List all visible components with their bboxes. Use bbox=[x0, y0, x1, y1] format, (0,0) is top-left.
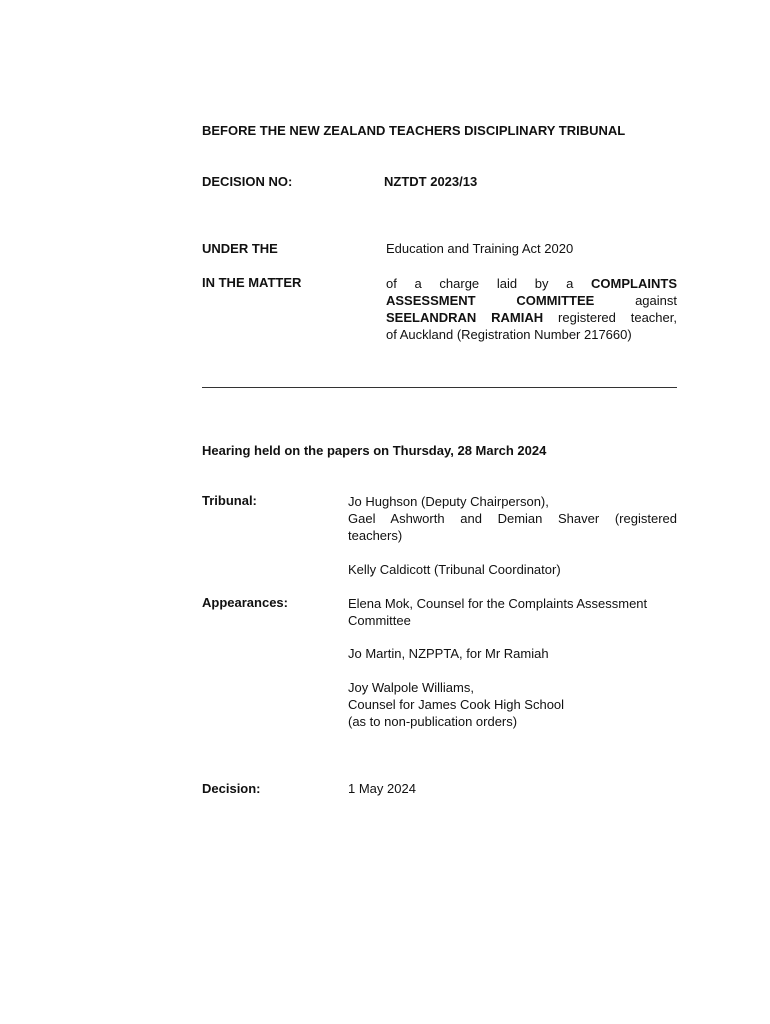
matter-line-1 bbox=[386, 275, 677, 292]
appearance-entry-3-line-3: (as to non-publication orders) bbox=[348, 714, 518, 729]
tribunal-members bbox=[348, 493, 677, 544]
tribunal-title: BEFORE THE NEW ZEALAND TEACHERS DISCIPLINARY TRIBUNAL bbox=[202, 123, 626, 138]
matter-line1-bold: COMPLAINTS bbox=[591, 276, 677, 291]
appearance-entry-1-line-2: Committee bbox=[348, 613, 411, 628]
matter-line-2 bbox=[386, 292, 677, 309]
tribunal-label: Tribunal: bbox=[202, 493, 257, 508]
decision-label: Decision: bbox=[202, 781, 261, 796]
respondent-name: SEELANDRAN RAMIAH bbox=[386, 310, 544, 325]
matter-line1-prefix: of a charge laid by a bbox=[386, 276, 574, 291]
matter-line2-bold-b: COMMITTEE bbox=[516, 293, 595, 308]
under-label: UNDER THE bbox=[202, 241, 278, 256]
appearance-entry-2: Jo Martin, NZPPTA, for Mr Ramiah bbox=[348, 646, 549, 661]
matter-line3-suffix: registered teacher, bbox=[558, 310, 677, 325]
appearance-entry-1 bbox=[348, 595, 677, 629]
appearance-entry-3 bbox=[348, 679, 564, 730]
tribunal-member-line-1: Jo Hughson (Deputy Chairperson), bbox=[348, 494, 549, 509]
appearance-entry-3-line-1: Joy Walpole Williams, bbox=[348, 680, 474, 695]
matter-description bbox=[386, 275, 677, 343]
hearing-heading: Hearing held on the papers on Thursday, 28 March 2024 bbox=[202, 443, 547, 458]
tribunal-coordinator: Kelly Caldicott (Tribunal Coordinator) bbox=[348, 562, 561, 577]
matter-line-4: of Auckland (Registration Number 217660) bbox=[386, 327, 632, 342]
matter-line2-suffix: against bbox=[635, 293, 677, 308]
tribunal-member-line-3: teachers) bbox=[348, 528, 403, 543]
tribunal-member-line-2: Gael Ashworth and Demian Shaver (registered bbox=[348, 511, 677, 526]
appearance-entry-1-line-1: Elena Mok, Counsel for the Complaints Assessment bbox=[348, 596, 648, 611]
decision-date: 1 May 2024 bbox=[348, 781, 416, 796]
appearance-entry-3-line-2: Counsel for James Cook High School bbox=[348, 697, 565, 712]
decision-no-value: NZTDT 2023/13 bbox=[384, 174, 478, 189]
appearances-label: Appearances: bbox=[202, 595, 288, 610]
in-matter-label: IN THE MATTER bbox=[202, 275, 302, 290]
matter-line-3 bbox=[386, 309, 677, 326]
divider-line bbox=[202, 387, 677, 388]
decision-no-label: DECISION NO: bbox=[202, 174, 293, 189]
matter-line2-bold-a: ASSESSMENT bbox=[386, 293, 476, 308]
under-value: Education and Training Act 2020 bbox=[386, 241, 574, 256]
